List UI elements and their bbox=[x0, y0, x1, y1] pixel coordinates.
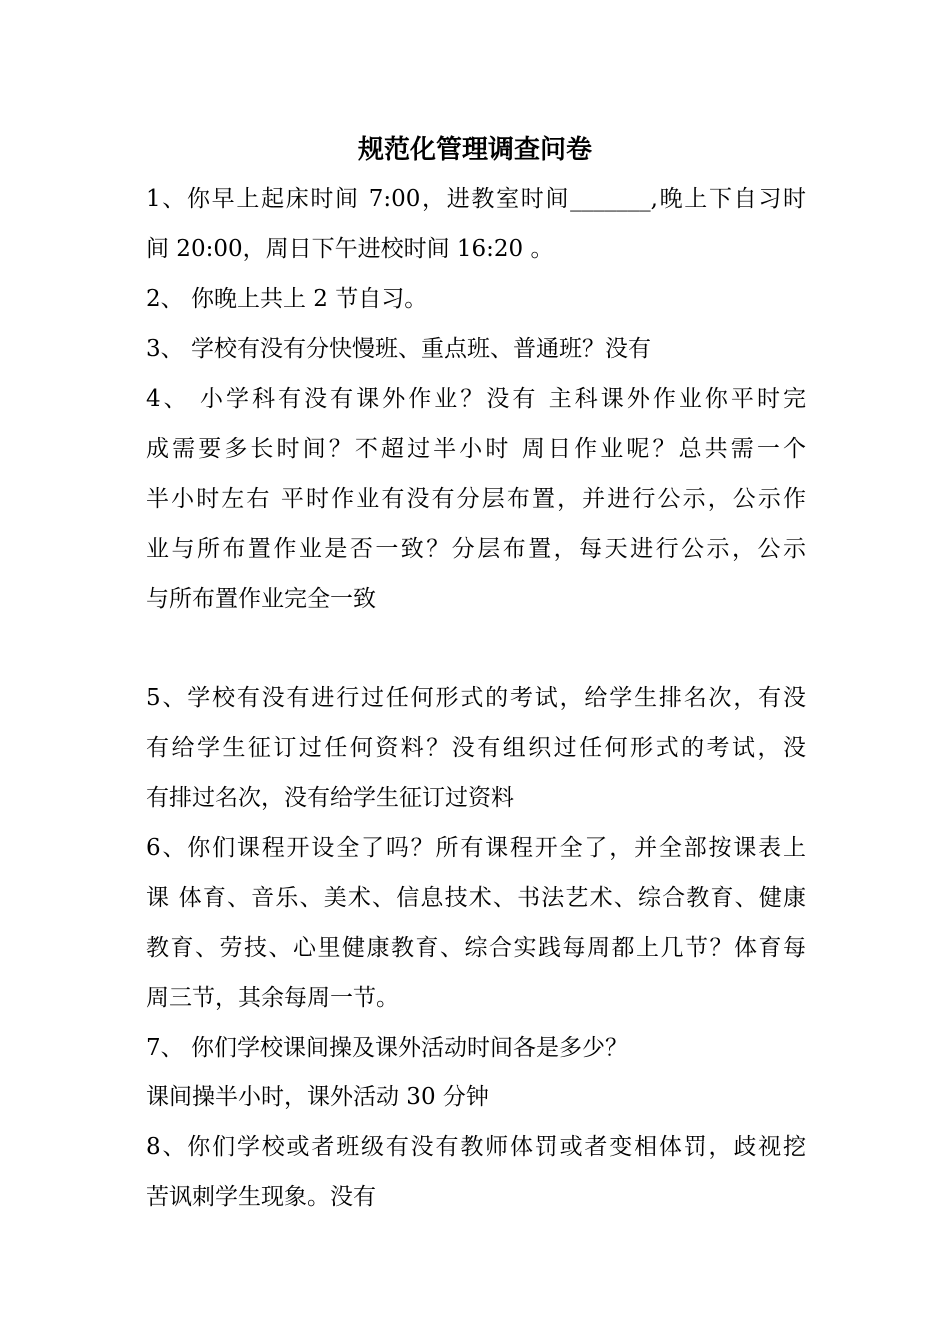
q4-line-2: 成需要多长时间？不超过半小时 周日作业呢？总共需一个 bbox=[146, 436, 806, 462]
q4-line-1: 4、 小学科有没有课外作业？没有 主科课外作业你平时完 bbox=[146, 386, 806, 412]
document-title: 规范化管理调查问卷 bbox=[357, 135, 592, 165]
q4-line-4: 业与所布置作业是否一致？分层布置，每天进行公示，公示 bbox=[146, 536, 806, 562]
q8-line-1: 8、你们学校或者班级有没有教师体罚或者变相体罚，歧视挖 bbox=[146, 1134, 806, 1160]
q7-answer: 课间操半小时，课外活动 30 分钟 bbox=[146, 1084, 489, 1110]
q7-line-1: 7、 你们学校课间操及课外活动时间各是多少？ bbox=[146, 1035, 628, 1061]
q8-line-2: 苦讽刺学生现象。没有 bbox=[146, 1184, 376, 1210]
q5-line-2: 有给学生征订过任何资料？没有组织过任何形式的考试，没 bbox=[146, 735, 806, 761]
q3-line: 3、 学校有没有分快慢班、重点班、普通班？没有 bbox=[146, 336, 651, 362]
q2-line: 2、 你晚上共上 2 节自习。 bbox=[146, 286, 428, 312]
q1-line-2: 间 20:00，周日下午进校时间 16:20 。 bbox=[146, 236, 554, 262]
q6-line-2: 课 体育、音乐、美术、信息技术、书法艺术、综合教育、健康 bbox=[146, 885, 806, 911]
q1-line-1: 1、你早上起床时间 7:00，进教室时间_______,晚上下自习时 bbox=[146, 186, 806, 212]
q6-line-3: 教育、劳技、心里健康教育、综合实践每周都上几节？体育每 bbox=[146, 935, 806, 961]
q5-line-1: 5、学校有没有进行过任何形式的考试，给学生排名次，有没 bbox=[146, 685, 806, 711]
q6-line-1: 6、你们课程开设全了吗？所有课程开全了，并全部按课表上 bbox=[146, 835, 806, 861]
q4-line-5: 与所布置作业完全一致 bbox=[146, 586, 376, 612]
q4-line-3: 半小时左右 平时作业有没有分层布置，并进行公示，公示作 bbox=[146, 486, 806, 512]
q6-line-4: 周三节，其余每周一节。 bbox=[146, 985, 399, 1011]
q5-line-3: 有排过名次，没有给学生征订过资料 bbox=[146, 785, 514, 811]
